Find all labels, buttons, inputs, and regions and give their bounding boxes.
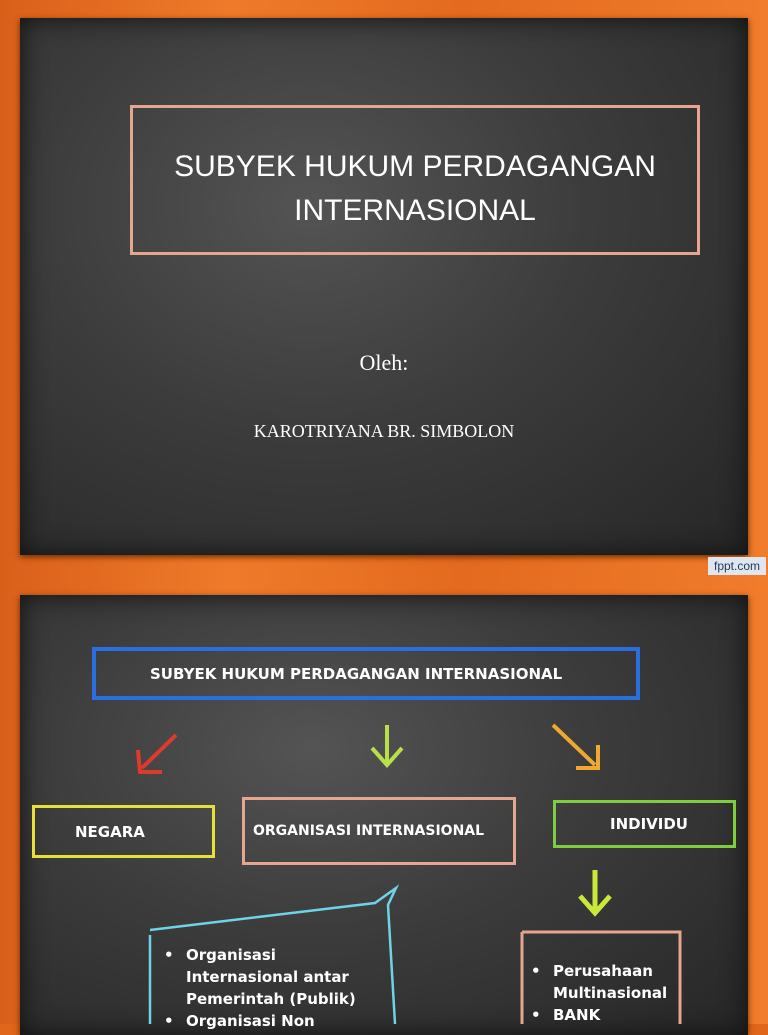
list-item: • BANK	[525, 1004, 685, 1026]
list-item: • Perusahaan Multinasional	[525, 960, 685, 1004]
list-item: • Organisasi Non	[158, 1010, 378, 1032]
header-text: SUBYEK HUKUM PERDAGANGAN INTERNASIONAL	[150, 664, 563, 683]
category-negara	[32, 805, 215, 858]
category-organisasi	[242, 797, 516, 865]
arrow-down-left-icon	[138, 735, 176, 772]
arrow-down-icon	[372, 725, 402, 765]
category-individu	[553, 800, 736, 848]
list-item: • Organisasi Internasional antar Pemerintah (Publik)	[158, 944, 378, 1010]
individu-list	[525, 960, 685, 1026]
arrow-down-right-icon	[553, 725, 598, 768]
arrow-down-icon	[580, 870, 610, 913]
slide-title: SUBYEK HUKUM PERDAGANGAN INTERNASIONAL	[174, 150, 656, 227]
category-label: ORGANISASI INTERNASIONAL	[253, 823, 485, 839]
organisasi-list	[158, 944, 378, 1032]
author-name: KAROTRIYANA BR. SIMBOLON	[253, 421, 515, 441]
by-label: Oleh:	[359, 350, 409, 375]
watermark: fppt.com	[708, 557, 766, 575]
category-label: INDIVIDU	[610, 815, 688, 833]
category-label: NEGARA	[75, 822, 145, 841]
